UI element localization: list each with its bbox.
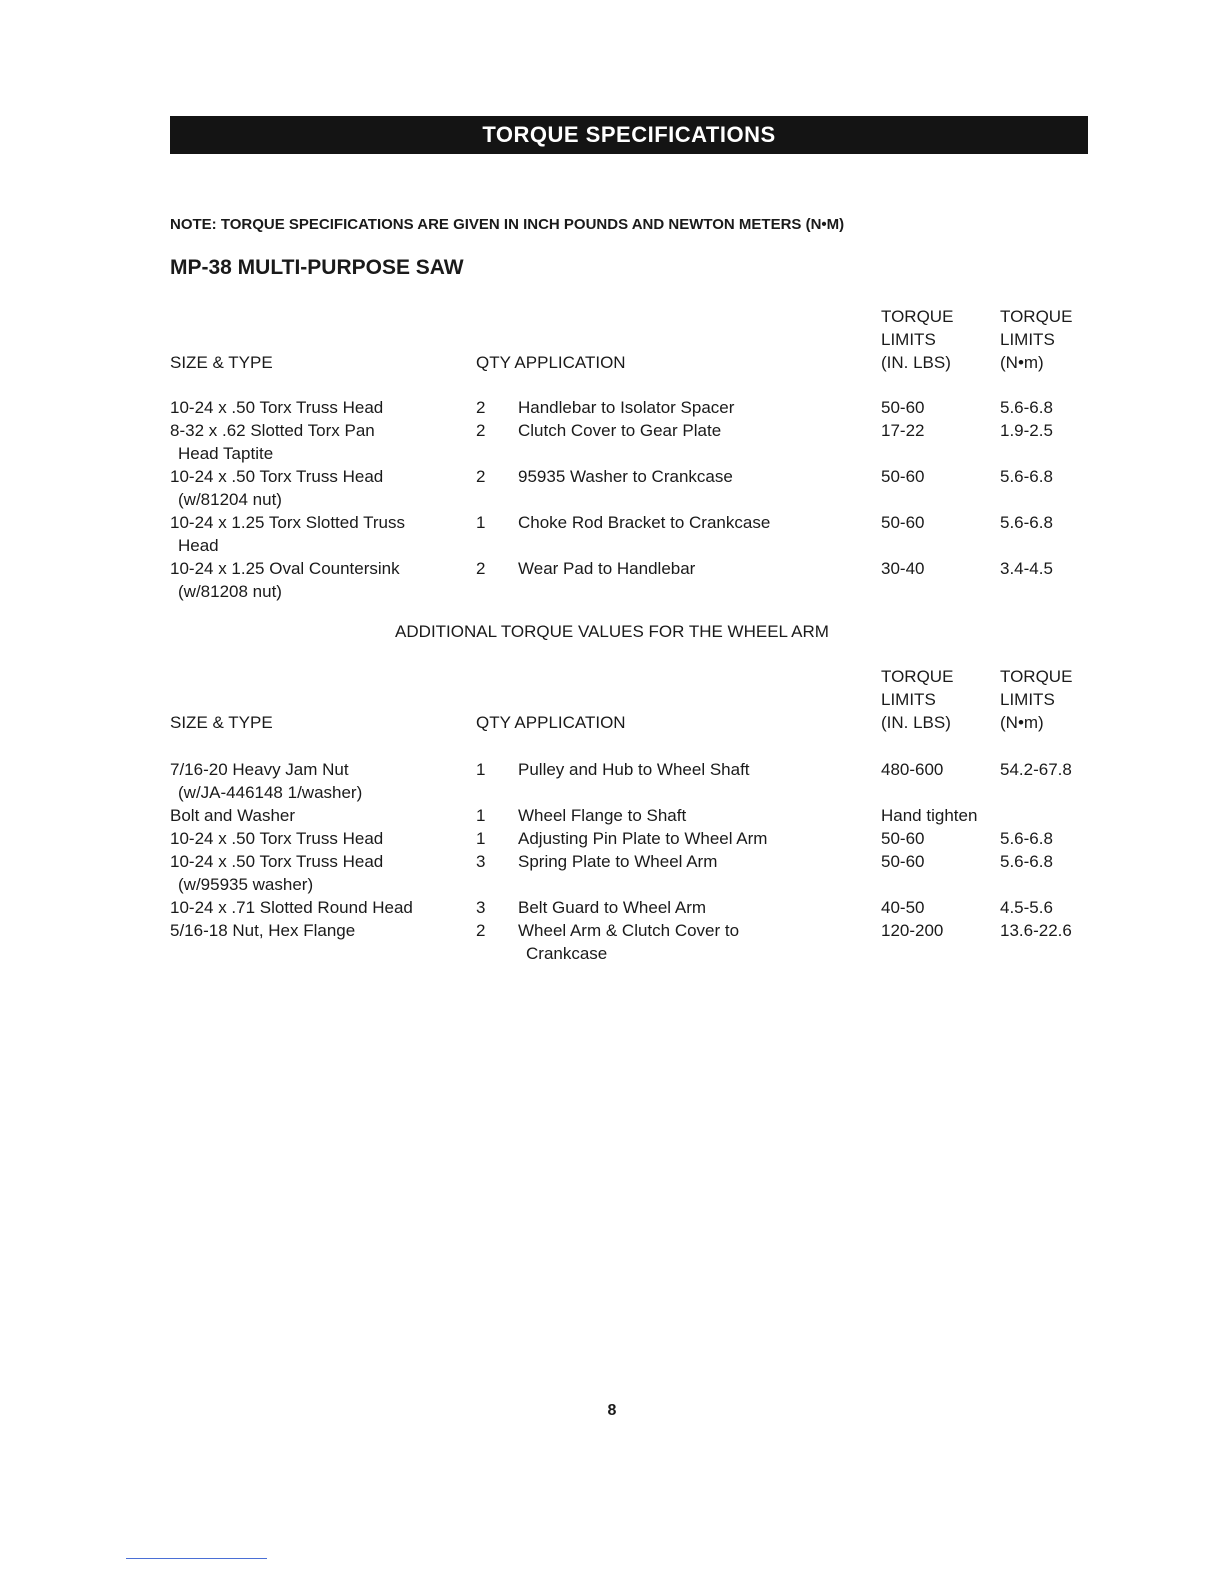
footer-rule <box>126 1558 267 1559</box>
header-torque-nm: TORQUE LIMITS (N•m) <box>1000 667 1073 732</box>
qty-cell: 2 <box>476 467 486 486</box>
application-cell: Adjusting Pin Plate to Wheel Arm <box>518 829 768 848</box>
section-banner: TORQUE SPECIFICATIONS <box>170 116 1088 154</box>
torque-in-lbs-cell: 50-60 <box>881 467 925 486</box>
size-type-cell: 8-32 x .62 Slotted Torx Pan Head Taptite <box>170 421 375 463</box>
torque-in-lbs-cell: 50-60 <box>881 398 925 417</box>
table-row <box>170 850 1100 896</box>
table-row <box>170 896 1100 919</box>
size-type-cell: 5/16-18 Nut, Hex Flange <box>170 921 356 940</box>
torque-in-lbs-cell: 50-60 <box>881 513 925 532</box>
qty-cell: 2 <box>476 398 486 417</box>
torque-nm-cell: 1.9-2.5 <box>1000 421 1053 440</box>
size-type-cell: 10-24 x .71 Slotted Round Head <box>170 898 413 917</box>
torque-in-lbs-cell: 480-600 <box>881 760 944 779</box>
torque-in-lbs-cell: 50-60 <box>881 852 925 871</box>
size-type-cell: 10-24 x 1.25 Torx Slotted Truss Head <box>170 513 405 555</box>
torque-nm-cell: 4.5-5.6 <box>1000 898 1053 917</box>
qty-cell: 3 <box>476 898 486 917</box>
qty-cell: 1 <box>476 760 486 779</box>
application-cell: Wheel Flange to Shaft <box>518 806 687 825</box>
application-cell: 95935 Washer to Crankcase <box>518 467 733 486</box>
header-size-type: SIZE & TYPE <box>170 713 273 732</box>
qty-cell: 3 <box>476 852 486 871</box>
torque-nm-cell: 5.6-6.8 <box>1000 513 1053 532</box>
units-note: NOTE: TORQUE SPECIFICATIONS ARE GIVEN IN INCH POUNDS AND NEWTON METERS (N•M) <box>170 216 845 233</box>
size-type-cell: 10-24 x .50 Torx Truss Head (w/81204 nut) <box>170 467 384 509</box>
application-cell: Belt Guard to Wheel Arm <box>518 898 707 917</box>
torque-nm-cell: 13.6-22.6 <box>1000 921 1072 940</box>
application-cell: Clutch Cover to Gear Plate <box>518 421 722 440</box>
torque-nm-cell: 5.6-6.8 <box>1000 852 1053 871</box>
qty-cell: 2 <box>476 559 486 578</box>
torque-in-lbs-cell: 17-22 <box>881 421 925 440</box>
application-cell: Wheel Arm & Clutch Cover to Crankcase <box>518 921 740 963</box>
header-torque-nm: TORQUE LIMITS (N•m) <box>1000 307 1073 372</box>
qty-cell: 2 <box>476 421 486 440</box>
size-type-cell: 10-24 x .50 Torx Truss Head (w/95935 washer) <box>170 852 384 894</box>
application-cell: Handlebar to Isolator Spacer <box>518 398 735 417</box>
torque-table-wheel-arm <box>170 664 1100 965</box>
table-row <box>170 396 1100 419</box>
qty-cell: 2 <box>476 921 486 940</box>
table-header <box>170 304 1100 374</box>
header-torque-in-lbs: TORQUE LIMITS (IN. LBS) <box>881 307 954 372</box>
header-qty-application: QTY APPLICATION <box>476 713 626 732</box>
torque-nm-cell: 5.6-6.8 <box>1000 829 1053 848</box>
header-size-type: SIZE & TYPE <box>170 353 273 372</box>
table-row <box>170 465 1100 511</box>
torque-table-saw <box>170 304 1100 603</box>
table-row <box>170 419 1100 465</box>
application-cell: Spring Plate to Wheel Arm <box>518 852 718 871</box>
torque-in-lbs-cell: 120-200 <box>881 921 944 940</box>
torque-nm-cell: 3.4-4.5 <box>1000 559 1053 578</box>
table-row <box>170 758 1100 804</box>
table-row <box>170 511 1100 557</box>
table-row <box>170 919 1100 965</box>
torque-in-lbs-cell: 50-60 <box>881 829 925 848</box>
size-type-cell: 7/16-20 Heavy Jam Nut (w/JA-446148 1/washer) <box>170 760 363 802</box>
additional-values-title: ADDITIONAL TORQUE VALUES FOR THE WHEEL ARM <box>395 622 829 641</box>
table-row <box>170 557 1100 603</box>
size-type-cell: 10-24 x .50 Torx Truss Head <box>170 829 384 848</box>
qty-cell: 1 <box>476 806 486 825</box>
torque-in-lbs-cell: 40-50 <box>881 898 925 917</box>
application-cell: Pulley and Hub to Wheel Shaft <box>518 760 750 779</box>
size-type-cell: 10-24 x 1.25 Oval Countersink (w/81208 nut) <box>170 559 400 601</box>
size-type-cell: Bolt and Washer <box>170 806 296 825</box>
torque-in-lbs-cell: Hand tighten <box>881 806 978 825</box>
table-row <box>170 804 1100 827</box>
header-qty-application: QTY APPLICATION <box>476 353 626 372</box>
model-title: MP-38 MULTI-PURPOSE SAW <box>170 256 464 279</box>
torque-nm-cell: 5.6-6.8 <box>1000 398 1053 417</box>
application-cell: Wear Pad to Handlebar <box>518 559 696 578</box>
header-torque-in-lbs: TORQUE LIMITS (IN. LBS) <box>881 667 954 732</box>
size-type-cell: 10-24 x .50 Torx Truss Head <box>170 398 384 417</box>
qty-cell: 1 <box>476 829 486 848</box>
application-cell: Choke Rod Bracket to Crankcase <box>518 513 771 532</box>
page-number: 8 <box>607 1402 617 1419</box>
table-header <box>170 664 1100 734</box>
torque-nm-cell: 54.2-67.8 <box>1000 760 1072 779</box>
table-row <box>170 827 1100 850</box>
torque-in-lbs-cell: 30-40 <box>881 559 925 578</box>
qty-cell: 1 <box>476 513 486 532</box>
torque-nm-cell: 5.6-6.8 <box>1000 467 1053 486</box>
